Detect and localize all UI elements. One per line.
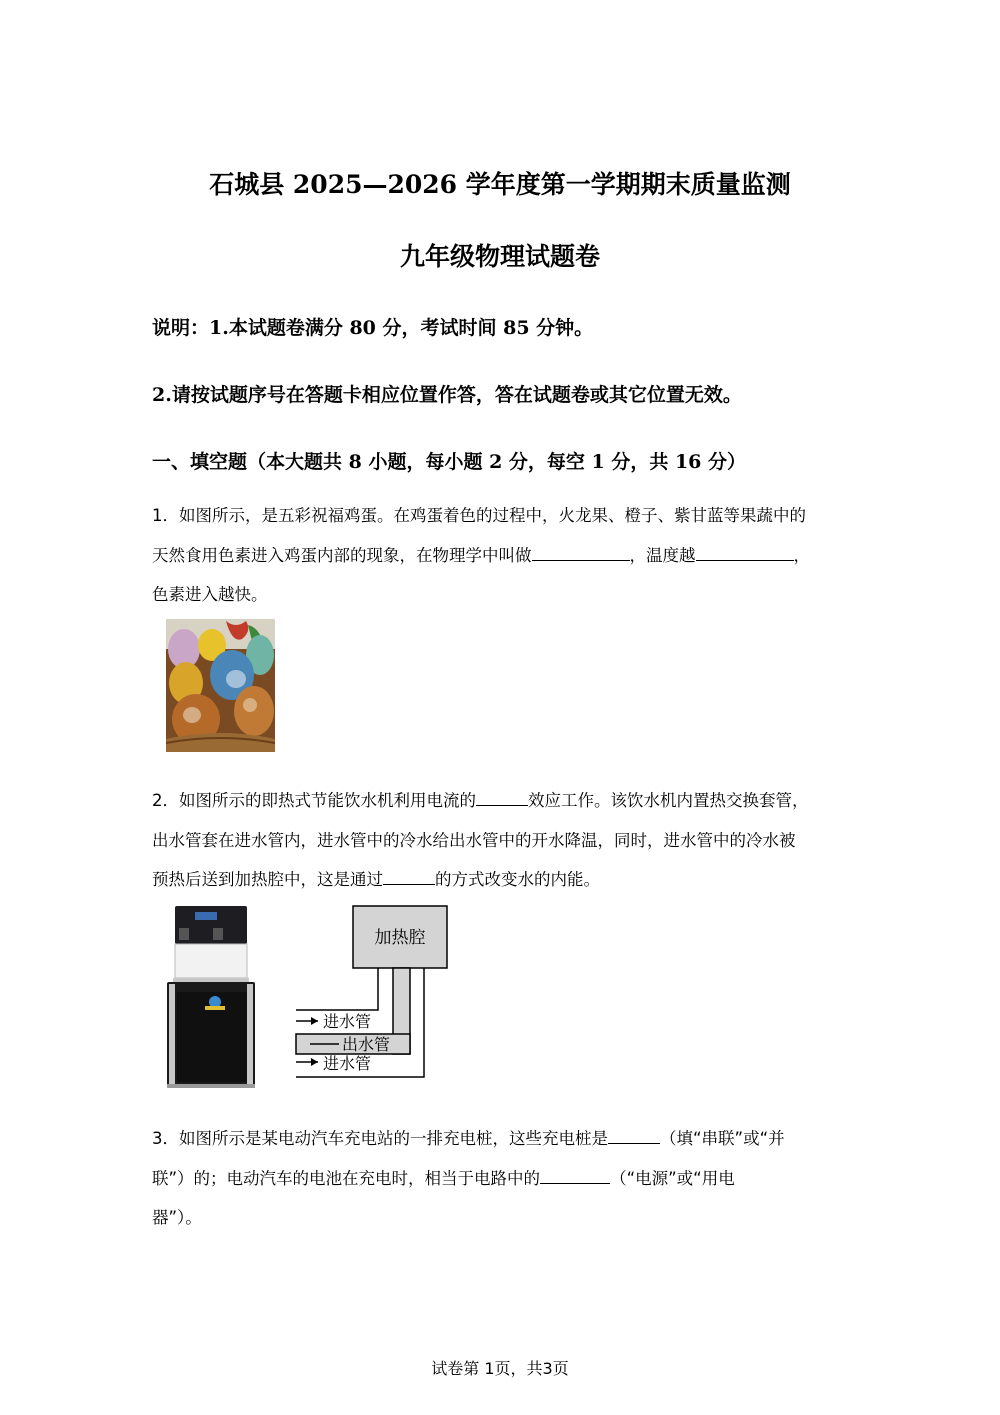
section-heading: 一、填空题（本大题共 8 小题，每小题 2 分，每空 1 分，共 16 分） [152, 451, 747, 473]
page-footer: 试卷第 1页，共3页 [431, 1359, 569, 1378]
answer-blank[interactable] [476, 787, 528, 806]
exam-subtitle: 九年级物理试题卷 [399, 242, 600, 271]
exam-title: 石城县 2025—2026 学年度第一学期期末质量监测 [209, 170, 791, 199]
question-1 [152, 496, 852, 615]
question-2-line-1: 2．如图所示的即热式节能饮水机利用电流的 效应工作。该饮水机内置热交换套管， [152, 781, 852, 821]
chamber-label: 加热腔 [374, 928, 426, 948]
answer-blank[interactable] [696, 541, 794, 560]
question-3-line-2: 联”）的；电动汽车的电池在充电时，相当于电路中的 （“电源”或“用电 [152, 1159, 852, 1199]
answer-blank[interactable] [532, 541, 630, 560]
answer-blank[interactable] [608, 1125, 660, 1144]
question-1-line-3: 色素进入越快。 [152, 585, 268, 604]
question-3-line-3: 器”）。 [152, 1208, 202, 1227]
colored-eggs-image [166, 619, 275, 752]
heat-exchange-diagram [290, 902, 455, 1082]
answer-blank[interactable] [383, 866, 435, 885]
inlet-label-top: 进水管 [323, 1012, 372, 1031]
question-3-line-1: 3．如图所示是某电动汽车充电站的一排充电桩，这些充电桩是 （填“串联”或“并 [152, 1119, 852, 1159]
water-dispenser-image [165, 904, 257, 1090]
question-1-line-1: 1．如图所示，是五彩祝福鸡蛋。在鸡蛋着色的过程中，火龙果、橙子、紫甘蓝等果蔬中的 [152, 506, 806, 525]
question-2-line-3: 预热后送到加热腔中，这是通过 的方式改变水的内能。 [152, 860, 852, 900]
question-2 [152, 781, 852, 900]
question-3 [152, 1119, 852, 1238]
answer-blank[interactable] [540, 1164, 610, 1183]
instructions-line-1: 说明：1.本试题卷满分 80 分，考试时间 85 分钟。 [152, 317, 594, 339]
inlet-label-bottom: 进水管 [323, 1054, 372, 1073]
question-2-line-2: 出水管套在进水管内，进水管中的冷水给出水管中的开水降温，同时，进水管中的冷水被 [152, 830, 796, 850]
instructions-line-2: 2.请按试题序号在答题卡相应位置作答，答在试题卷或其它位置无效。 [152, 384, 742, 406]
question-1-line-2: 天然食用色素进入鸡蛋内部的现象，在物理学中叫做 ，温度越 ， [152, 536, 852, 576]
outlet-label: 出水管 [342, 1035, 391, 1054]
